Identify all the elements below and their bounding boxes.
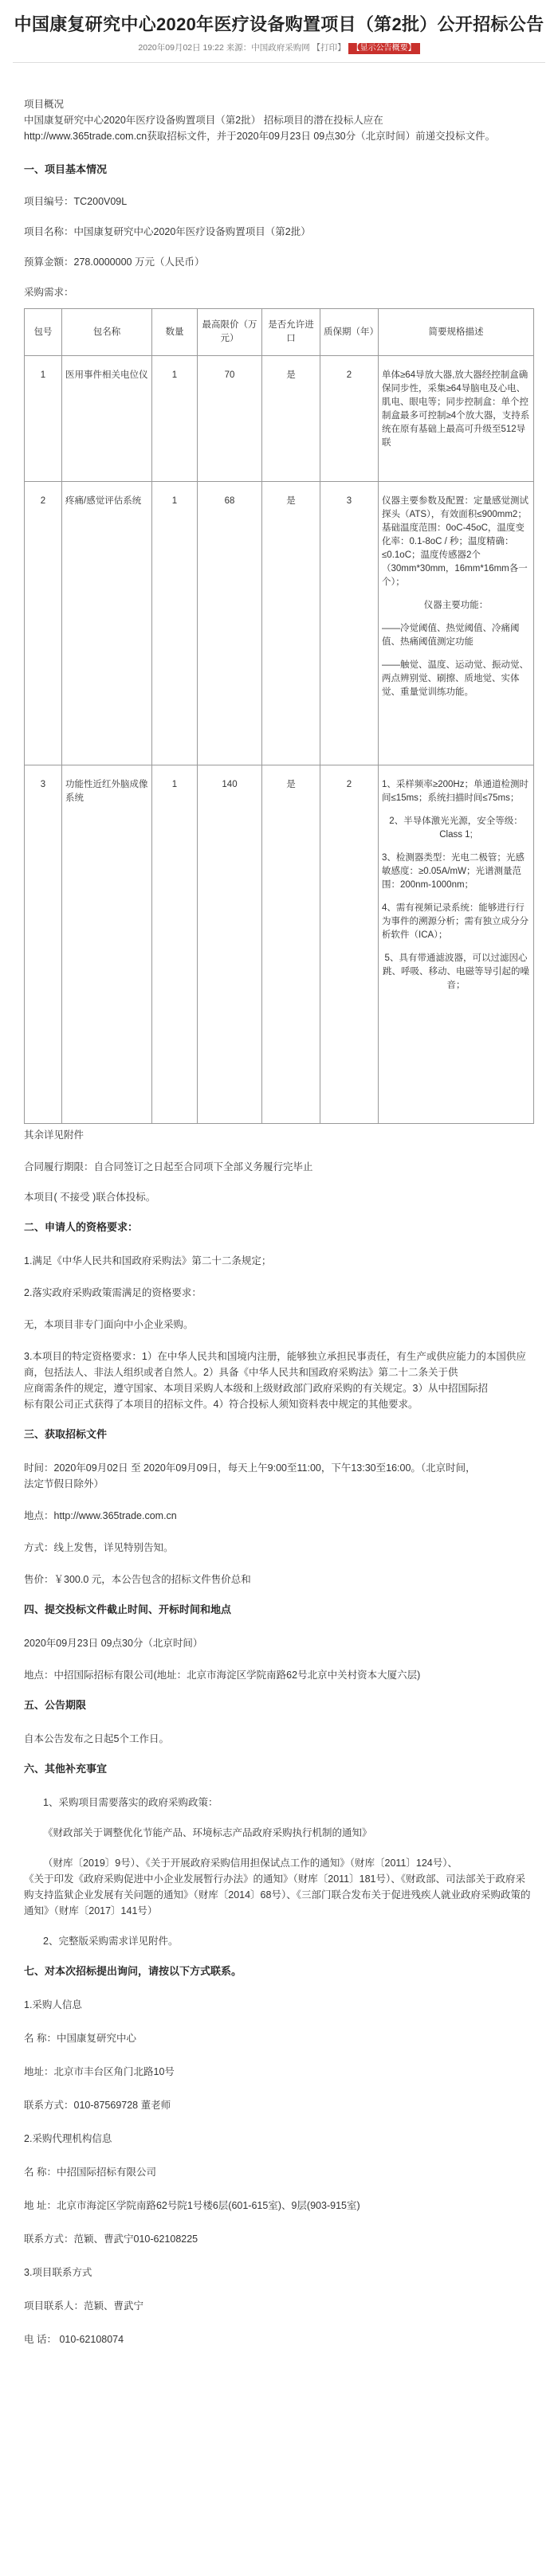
deadline-time: 2020年09月23日 09点30分（北京时间） bbox=[24, 1638, 203, 1649]
cell-max-price: 68 bbox=[198, 482, 262, 765]
page-title: 中国康复研究中心2020年医疗设备购置项目（第2批）公开招标公告 bbox=[14, 14, 544, 34]
section-1-heading: 一、项目基本情况 bbox=[24, 163, 108, 175]
cell-package-name: 医用事件相关电位仪 bbox=[62, 356, 152, 482]
agency-info-title: 2.采购代理机构信息 bbox=[24, 2133, 112, 2144]
qualification-2: 2.落实政府采购政策需满足的资格要求： bbox=[24, 1287, 202, 1298]
spec-text: 仪器主要功能： bbox=[423, 601, 489, 610]
section-3-heading: 三、获取招标文件 bbox=[24, 1428, 108, 1440]
section-5-heading: 五、公告期限 bbox=[24, 1699, 87, 1711]
policy-2: （财库〔2019〕9号）、《关于开展政府采购信用担保试点工作的通知》（财库〔2011〕124号）、 bbox=[43, 1858, 458, 1869]
spec-text: 单体≥64导放大器,放大器经控制盒确保同步性，采集≥64导脑电及心电、肌电、眼电等；同步控制盒：单个控制盒最多可控制≥4个放大器，支持系统在原有基础上最高可升级至512导联 bbox=[382, 370, 530, 448]
qualification-3a: 3.本项目的特定资格要求：1）在中华人民共和国境内注册，能够独立承担民事责任，有生产或供应能力的本国供应商，包括法人、非法人组织或者自然人。2）具备《中华人民共和国政府采购法》第二十二条关于供 bbox=[24, 1351, 526, 1378]
cell-package-no: 2 bbox=[25, 482, 62, 765]
requirements-attachment-note: 2、完整版采购需求详见附件。 bbox=[43, 1936, 179, 1947]
table-row bbox=[25, 482, 534, 765]
cell-quantity: 1 bbox=[152, 482, 198, 765]
section-2-heading: 二、申请人的资格要求： bbox=[24, 1221, 139, 1233]
publish-date: 2020年09月02日 19:22 bbox=[138, 43, 224, 53]
spec-text: ——冷觉阈值、热觉阈值、冷痛阈值、热痛阈值测定功能 bbox=[382, 624, 520, 647]
announcement-body bbox=[13, 63, 545, 2347]
col-header-import-allowed: 是否允许进口 bbox=[262, 309, 320, 356]
purchaser-contact: 联系方式：010-87569728 董老师 bbox=[24, 2100, 171, 2111]
document-price: 售价：￥300.0 元，本公告包含的招标文件售价总和 bbox=[24, 1574, 251, 1585]
spec-text: 4、需有视频记录系统：能够进行行为事件的溯源分析；需有独立成分分析软件（ICA）； bbox=[382, 903, 529, 940]
spec-text: 2、半导体激光光源，安全等级：Class 1; bbox=[389, 816, 523, 840]
col-header-max-price: 最高限价（万元） bbox=[198, 309, 262, 356]
spec-text: 仪器主要参数及配置：定量感觉测试探头（ATS），有效面积≤900mm2；基础温度范围：0oC-45oC，温度变化率：0.1-8oC / 秒；温度精确：≤0.1oC；温度传感器2个（30mm*30mm，16mm*16mm各一个）； bbox=[382, 496, 529, 587]
cell-import-allowed: 是 bbox=[262, 482, 320, 765]
cell-package-name: 功能性近红外脑成像系统 bbox=[62, 765, 152, 1124]
consortium-note: 本项目( 不接受 )联合体投标。 bbox=[24, 1192, 156, 1203]
document-method: 方式：线上发售，详见特别告知。 bbox=[24, 1542, 174, 1553]
spec-text: 3、检测器类型：光电二极管；光感敏感度：≥0.05A/mW；光谱测量范围：200nm-1000nm； bbox=[382, 853, 525, 890]
cell-warranty: 2 bbox=[320, 356, 379, 482]
project-budget: 预算金额：278.0000000 万元（人民币） bbox=[24, 256, 205, 268]
qualification-2-detail: 无，本项目非专门面向中小企业采购。 bbox=[24, 1319, 194, 1330]
cell-quantity: 1 bbox=[152, 765, 198, 1124]
opening-place: 地点：中招国际招标有限公司(地址：北京市海淀区学院南路62号北京中关村资本大厦六层) bbox=[24, 1670, 421, 1681]
qualification-1: 1.满足《中华人民共和国政府采购法》第二十二条规定； bbox=[24, 1255, 272, 1266]
agency-name: 名 称：中招国际招标有限公司 bbox=[24, 2167, 156, 2178]
agency-address: 地 址：北京市海淀区学院南路62号院1号楼6层(601-615室)、9层(903-915室) bbox=[24, 2200, 360, 2211]
project-contact-title: 3.项目联系方式 bbox=[24, 2267, 92, 2278]
cell-import-allowed: 是 bbox=[262, 356, 320, 482]
qualification-3c: 标有限公司正式获得了本项目的招标文件。4）符合投标人须知资料表中规定的其他要求。 bbox=[24, 1399, 418, 1410]
document-place: 地点：http://www.365trade.com.cn bbox=[24, 1510, 177, 1521]
col-header-quantity: 数量 bbox=[152, 309, 198, 356]
purchaser-info-title: 1.采购人信息 bbox=[24, 1999, 82, 2010]
cell-package-no: 1 bbox=[25, 356, 62, 482]
attachment-note: 其余详见附件 bbox=[24, 1129, 84, 1141]
cell-warranty: 2 bbox=[320, 765, 379, 1124]
cell-spec-description bbox=[379, 765, 534, 1124]
policy-intro: 1、采购项目需要落实的政府采购政策： bbox=[43, 1797, 218, 1808]
section-4-heading: 四、提交投标文件截止时间、开标时间和地点 bbox=[24, 1603, 232, 1615]
notice-period: 自本公告发布之日起5个工作日。 bbox=[24, 1733, 169, 1744]
table-header-row bbox=[25, 309, 534, 356]
overview-text-1: 中国康复研究中心2020年医疗设备购置项目（第2批） 招标项目的潜在投标人应在 bbox=[24, 115, 383, 126]
cell-max-price: 70 bbox=[198, 356, 262, 482]
cell-package-name: 疼痛/感觉评估系统 bbox=[62, 482, 152, 765]
cell-warranty: 3 bbox=[320, 482, 379, 765]
print-link[interactable]: 【打印】 bbox=[312, 43, 346, 53]
table-row bbox=[25, 356, 534, 482]
qualification-3b: 应商需条件的规定，遵守国家、本项目采购人本级和上级财政部门政府采购的有关规定。3）从中招国际招 bbox=[24, 1383, 488, 1394]
cell-import-allowed: 是 bbox=[262, 765, 320, 1124]
col-header-warranty: 质保期（年） bbox=[320, 309, 379, 356]
cell-spec-description bbox=[379, 482, 534, 765]
overview-heading: 项目概况 bbox=[24, 99, 65, 110]
policy-1: 《财政部关于调整优化节能产品、环境标志产品政府采购执行机制的通知》 bbox=[43, 1827, 372, 1838]
source-label: 来源：中国政府采购网 bbox=[226, 43, 310, 53]
cell-package-no: 3 bbox=[25, 765, 62, 1124]
document-time-1: 时间：2020年09月02日 至 2020年09月09日，每天上午9:00至11:00，下午13:30至16:00。（北京时间， bbox=[24, 1462, 476, 1474]
col-header-package-no: 包号 bbox=[25, 309, 62, 356]
project-code: 项目编号：TC200V09L bbox=[24, 196, 128, 207]
section-6-heading: 六、其他补充事宜 bbox=[24, 1763, 108, 1775]
cell-max-price: 140 bbox=[198, 765, 262, 1124]
cell-spec-description bbox=[379, 356, 534, 482]
col-header-spec-description: 简要规格描述 bbox=[379, 309, 534, 356]
project-contact-people: 项目联系人：范颖、曹武宁 bbox=[24, 2300, 144, 2312]
show-summary-button[interactable]: 【显示公告概要】 bbox=[348, 43, 420, 54]
project-name: 项目名称：中国康复研究中心2020年医疗设备购置项目（第2批） bbox=[24, 226, 311, 237]
purchaser-address: 地址：北京市丰台区角门北路10号 bbox=[24, 2066, 175, 2077]
project-contact-phone: 电 话： 010-62108074 bbox=[24, 2334, 124, 2345]
contract-period: 合同履行期限：自合同签订之日起至合同项下全部义务履行完毕止 bbox=[24, 1161, 313, 1173]
requirements-label: 采购需求： bbox=[24, 287, 74, 298]
cell-quantity: 1 bbox=[152, 356, 198, 482]
document-time-2: 法定节假日除外） bbox=[24, 1478, 104, 1490]
policy-3: 《关于印发《政府采购促进中小企业发展暂行办法》的通知》（财库〔2011〕181号）、《财政部、司法部关于政府采购支持监狱企业发展有关问题的通知》（财库〔2014〕68号）、《三部门联合发布关于促进残疾人就业政府采购政策的通知》（财库〔2017〕141号） bbox=[24, 1873, 531, 1916]
spec-text: 5、具有带通滤波器，可以过滤因心跳、呼吸、移动、电磁等导引起的噪音； bbox=[383, 953, 529, 990]
purchaser-name: 名 称：中国康复研究中心 bbox=[24, 2033, 136, 2044]
overview-text-2: http://www.365trade.com.cn获取招标文件，并于2020年09月23日 09点30分（北京时间）前递交投标文件。 bbox=[24, 131, 496, 142]
meta-bar bbox=[13, 41, 545, 54]
requirements-table bbox=[24, 308, 534, 1124]
section-7-heading: 七、对本次招标提出询问，请按以下方式联系。 bbox=[24, 1965, 242, 1977]
col-header-package-name: 包名称 bbox=[62, 309, 152, 356]
agency-contact: 联系方式：范颖、曹武宁010-62108225 bbox=[24, 2233, 198, 2245]
spec-text: ——触觉、温度、运动觉、振动觉、两点辨别觉、刷擦、质地觉、实体觉、重量觉训练功能。 bbox=[382, 660, 529, 697]
table-row bbox=[25, 765, 534, 1124]
spec-text: 1、采样频率≥200Hz；单通道检测时间≤15ms；系统扫描时间≤75ms； bbox=[382, 780, 529, 803]
